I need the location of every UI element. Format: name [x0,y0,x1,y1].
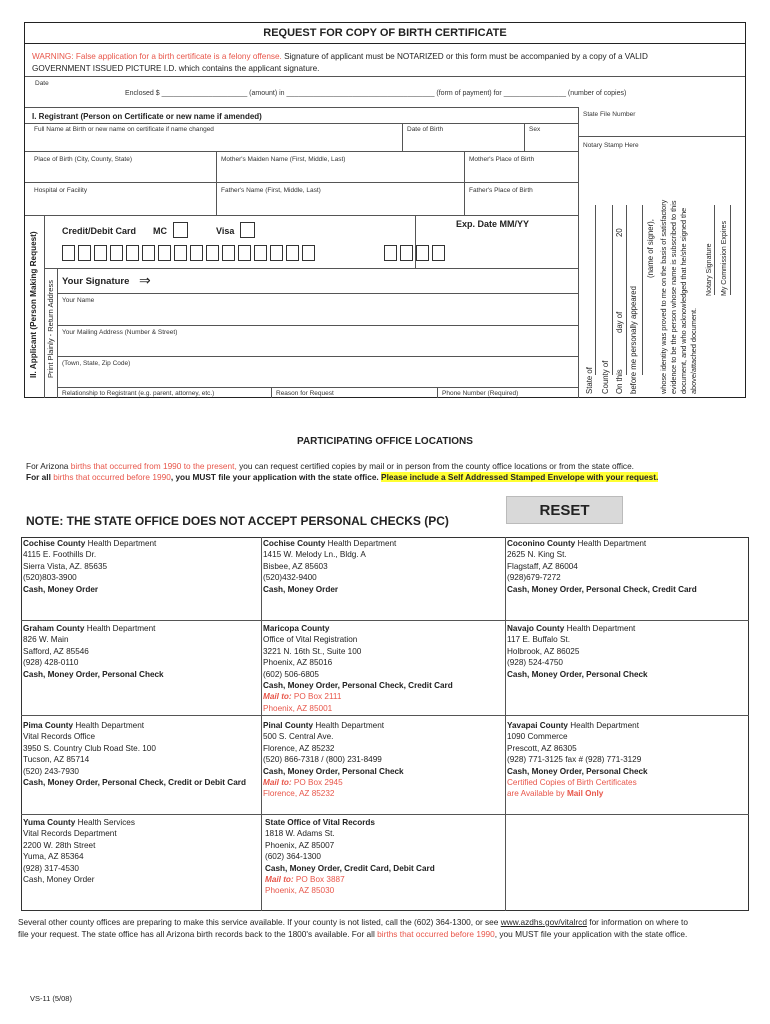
registrant-header: I. Registrant (Person on Certificate or new name if amended) [32,112,262,121]
office-payment: Cash, Money Order, Personal Check [23,669,164,679]
applicant-col-divider-1 [44,215,45,398]
office-address: 1090 Commerce [507,732,568,742]
office-payment: Cash, Money Order [23,584,99,594]
full-name-field[interactable]: Full Name at Birth or new name on certificate if name changed [34,126,214,133]
office-phone: (602) 506-6805 [263,669,319,679]
mother-maiden-field[interactable]: Mother's Maiden Name (First, Middle, Last) [221,156,346,163]
exp-digit-box[interactable] [432,245,445,261]
offices-header: PARTICIPATING OFFICE LOCATIONS [297,436,473,447]
office-suffix: Health Department [313,721,385,730]
notary-name-of-signer: (name of signer), [646,219,655,278]
office-yavapai [507,720,648,800]
office-name: Pima County [23,721,74,730]
office-payment: Cash, Money Order, Credit Card, Debit Card [265,863,435,873]
office-address-2: 3221 N. 16th St., Suite 100 [263,646,362,656]
date-label: Date [35,80,49,87]
form-id: VS-11 (5/08) [30,994,72,1003]
signature-label: Your Signature [62,276,130,287]
mail-only: Mail Only [566,789,604,799]
payment-divider [25,107,578,108]
mail-address: PO Box 2945 [291,778,343,788]
state-file-divider [578,136,745,137]
mail-city: Phoenix, AZ 85001 [263,703,333,713]
footer1-b: for information on where to [586,917,688,927]
office-grid-col-1 [261,537,262,911]
office-suffix: Health Department [325,539,397,548]
reset-button[interactable]: RESET [506,496,623,524]
intro1-a: For Arizona [26,461,71,471]
office-phone: (928) 317-4530 [23,863,79,873]
office-address: Vital Records Office [23,732,96,742]
office-state-vital-records [265,817,435,897]
office-pima [23,720,246,788]
phone-divider [437,387,438,398]
mother-divider [216,151,217,215]
office-address: Vital Records Department [23,829,117,839]
office-phone: (520) 243-7930 [23,766,79,776]
azdhs-link[interactable]: www.azdhs.gov/vitalrcd [500,917,587,927]
office-payment: Cash, Money Order [23,875,95,885]
exp-digit-box[interactable] [400,245,413,261]
card-digit-box[interactable] [158,245,171,261]
phone-field[interactable]: Phone Number (Required) [442,390,519,397]
mother-place-divider [464,151,465,215]
notary-year: 20 [615,228,624,237]
exp-label: Exp. Date MM/YY [456,219,530,229]
mailing-address-field[interactable]: Your Mailing Address (Number & Street) [62,329,178,336]
relationship-field[interactable]: Relationship to Registrant (e.g. parent, attorney, etc.) [62,390,215,397]
notary-column-border [578,107,579,398]
office-phone: (520)803-3900 [23,573,77,583]
sase-highlight: Please include a Self Addressed Stamped Envelope with your request. [381,472,659,482]
office-city: Holbrook, AZ 86025 [507,646,580,656]
footer2-a: file your request. The state office has all Arizona birth records back to the 1800's available. For all [18,929,378,939]
office-name: Cochise County [23,539,86,548]
print-plainly-label: Print Plainly - Return Address [46,280,55,378]
notary-commission-line[interactable] [730,205,731,295]
personal-check-note: NOTE: THE STATE OFFICE DOES NOT ACCEPT PERSONAL CHECKS (PC) [26,514,449,528]
dob-field[interactable]: Date of Birth [407,126,444,133]
office-address: 1818 W. Adams St. [265,829,335,839]
office-grid-row-1 [21,620,749,621]
mail-city: Phoenix, AZ 85030 [265,886,335,896]
card-digit-box[interactable] [78,245,91,261]
office-suffix: Health Department [85,539,157,548]
arrow-right-icon: ⇒ [139,272,151,288]
office-city: Tucson, AZ 85714 [23,755,90,765]
row-divider-cc [44,268,578,269]
row-divider-sig [57,293,578,294]
office-yuma [23,817,135,885]
reason-field[interactable]: Reason for Request [276,390,334,397]
card-digit-box[interactable] [142,245,155,261]
applicant-col-divider-2 [57,268,58,398]
office-address: 826 W. Main [23,635,69,645]
notary-county-of: County of [601,360,610,394]
mail-to-label: Mail to: [263,692,292,702]
office-name: Coconino County [507,539,576,548]
intro1-b: you can request certified copies by mail or in person from the county office locations or from the state office. [236,461,634,471]
office-payment: Cash, Money Order, Personal Check, Credit or Debit Card [23,778,246,788]
intro2-b: , you MUST file your application with the state office. [170,472,379,482]
card-digit-box[interactable] [286,245,299,261]
notary-before-me: before me personally appeared [629,286,638,394]
footer2-red: births that occurred before 1990 [377,929,495,939]
office-pinal [263,720,404,800]
card-digit-box[interactable] [62,245,75,261]
office-phone: (520) 866-7318 / (800) 231-8499 [263,755,382,765]
office-city: Sierra Vista, AZ. 85635 [23,561,108,571]
mother-place-field[interactable]: Mother's Place of Birth [469,156,535,163]
office-address: Office of Vital Registration [263,635,358,645]
office-payment: Cash, Money Order, Personal Check [507,669,648,679]
office-payment: Cash, Money Order [263,584,339,594]
office-graham [23,623,164,680]
card-digit-box[interactable] [110,245,123,261]
mc-checkbox[interactable] [173,222,188,238]
notary-text-3: document, and who acknowledged that he/she signed the [679,207,688,394]
footer-line-1 [18,917,688,927]
hospital-field[interactable]: Hospital or Facility [34,187,88,194]
office-phone: (928) 428-0110 [23,658,79,668]
office-suffix: Health Department [575,539,647,548]
office-name: Navajo County [507,624,565,633]
visa-label: Visa [216,226,235,236]
row-divider-3 [25,215,578,216]
mail-address: PO Box 2111 [291,692,342,702]
exp-digit-box[interactable] [384,245,397,261]
office-suffix: Health Department [84,624,156,633]
sex-field[interactable]: Sex [529,126,541,133]
mail-address: PO Box 3887 [293,875,345,885]
office-address-2: 3950 S. Country Club Road Ste. 100 [23,743,156,753]
office-city: Phoenix, AZ 85016 [263,658,333,668]
notary-signature-label: Notary Signature [706,243,713,296]
intro1-red: births that occurred from 1990 to the present, [70,461,237,471]
office-name: Graham County [23,624,85,633]
mail-to-label: Mail to: [263,778,292,788]
office-city: Flagstaff, AZ 86004 [507,561,578,571]
office-note-2: are Available by [507,789,567,799]
card-digit-box[interactable] [94,245,107,261]
father-name-field[interactable]: Father's Name (First, Middle, Last) [221,187,321,194]
office-maricopa [263,623,453,714]
warning-divider [25,76,745,77]
office-suffix: Health Department [567,721,639,730]
card-digit-box[interactable] [206,245,219,261]
office-coconino [507,538,697,595]
card-digit-box[interactable] [302,245,315,261]
office-navajo [507,623,648,680]
warning-red: WARNING: False application for a birth certificate is a felony offense. [32,52,282,61]
enclosed-label[interactable]: Enclosed $ ______________________ (amount) in ______________________________________ (form of payment) for ________________ (number of copies) [125,90,627,97]
office-grid-row-3 [21,814,749,815]
notary-text-1: whose identity was proved to me on the basis of satisfactory [659,199,668,394]
mail-city: Florence, AZ 85232 [263,789,335,799]
office-city: Florence, AZ 85232 [263,743,335,753]
card-digit-box[interactable] [254,245,267,261]
notary-line-2 [612,205,613,375]
office-phone: (602) 364-1300 [265,852,321,862]
mc-label: MC [153,226,167,236]
notary-signature-line[interactable] [714,205,715,295]
office-payment: Cash, Money Order, Personal Check, Credit Card [263,681,453,691]
office-address: 4115 E. Foothills Dr. [23,550,97,560]
office-cochise-bisbee [263,538,396,595]
office-suffix: Health Department [73,721,145,730]
office-name: Pinal County [263,721,314,730]
applicant-vertical-label: II. Applicant (Person Making Request) [29,231,38,378]
exp-digit-box[interactable] [416,245,429,261]
offices-intro-2 [26,472,658,482]
office-phone: (928)679-7272 [507,573,561,583]
office-name: State Office of Vital Records [265,818,375,827]
office-address: 117 E. Buffalo St. [507,635,570,645]
warning-black-2: GOVERNMENT ISSUED PICTURE I.D. which contains the applicant signature. [32,64,320,73]
office-grid-row-2 [21,715,749,716]
mail-to-label: Mail to: [265,875,294,885]
office-payment: Cash, Money Order, Personal Check [263,766,404,776]
card-digit-box[interactable] [270,245,283,261]
office-name: Yavapai County [507,721,568,730]
town-state-zip-field[interactable]: (Town, State, Zip Code) [62,360,131,367]
notary-line-1 [595,205,596,375]
office-city: Bisbee, AZ 85603 [263,561,328,571]
office-grid-col-2 [505,537,506,911]
your-name-field[interactable]: Your Name [62,297,95,304]
notary-on-this: On this [615,369,624,394]
state-file-label: State File Number [583,111,636,118]
office-payment: Cash, Money Order, Personal Check [507,766,648,776]
warning-black-1: Signature of applicant must be NOTARIZED or this form must be accompanied by a copy of a VALID [284,52,648,61]
footer2-b: , you MUST file your application with the state office. [494,929,688,939]
form-title: REQUEST FOR COPY OF BIRTH CERTIFICATE [263,27,507,39]
dob-divider [402,123,403,151]
warning-text [32,51,744,75]
notary-state-of: State of [585,367,594,394]
office-address-2: 2200 W. 28th Street [23,840,96,850]
notary-stamp-label: Notary Stamp Here [583,142,639,149]
office-cochise-sierra-vista [23,538,156,595]
office-name: Yuma County [23,818,76,827]
intro2-a: For all [26,472,54,482]
office-address: 500 S. Central Ave. [263,732,334,742]
office-phone: (928) 771-3125 fax # (928) 771-3129 [507,755,642,765]
office-city: Safford, AZ 85546 [23,646,89,656]
footer-line-2 [18,929,687,939]
office-note: Certified Copies of Birth Certificates [507,778,637,788]
card-digit-box[interactable] [190,245,203,261]
title-divider [25,43,745,44]
office-city: Prescott, AZ 86305 [507,743,577,753]
office-suffix: Health Department [564,624,636,633]
notary-line-4 [642,205,643,375]
notary-line-3 [626,205,627,375]
office-phone: (928) 524-4750 [507,658,563,668]
notary-commission-label: My Commission Expires [721,220,728,296]
card-digit-box[interactable] [174,245,187,261]
office-name: Cochise County [263,539,326,548]
father-place-field[interactable]: Father's Place of Birth [469,187,533,194]
office-address: 2625 N. King St. [507,550,567,560]
offices-intro-1 [26,461,634,471]
office-suffix: Health Services [75,818,135,827]
office-phone: (520)432-9400 [263,573,317,583]
cc-label: Credit/Debit Card [62,226,137,236]
row-divider-name [57,325,578,326]
card-digit-box[interactable] [222,245,235,261]
office-address: 1415 W. Melody Ln., Bldg. A [263,550,366,560]
footer1-a: Several other county offices are preparing to make this service available. If your county is not listed, call the (602) 364-1300, or see [18,917,501,927]
office-name: Maricopa County [263,624,330,633]
sex-divider [524,123,525,151]
card-digit-box[interactable] [238,245,251,261]
office-city: Yuma, AZ 85364 [23,852,84,862]
card-number-boxes [62,245,448,261]
visa-checkbox[interactable] [240,222,255,238]
office-payment: Cash, Money Order, Personal Check, Credit Card [507,584,697,594]
card-digit-box[interactable] [126,245,139,261]
place-of-birth-field[interactable]: Place of Birth (City, County, State) [34,156,133,163]
row-divider-mail [57,356,578,357]
notary-day-of: day of [615,311,624,333]
notary-text-2: evidence to be the person whose name is subscribed to this [669,200,678,394]
office-city: Phoenix, AZ 85007 [265,840,335,850]
reason-divider [271,387,272,398]
row-divider-1 [25,151,578,152]
intro2-red: births that occurred before 1990 [53,472,171,482]
notary-text-4: above/attached document. [689,307,698,394]
row-divider-2 [25,182,578,183]
